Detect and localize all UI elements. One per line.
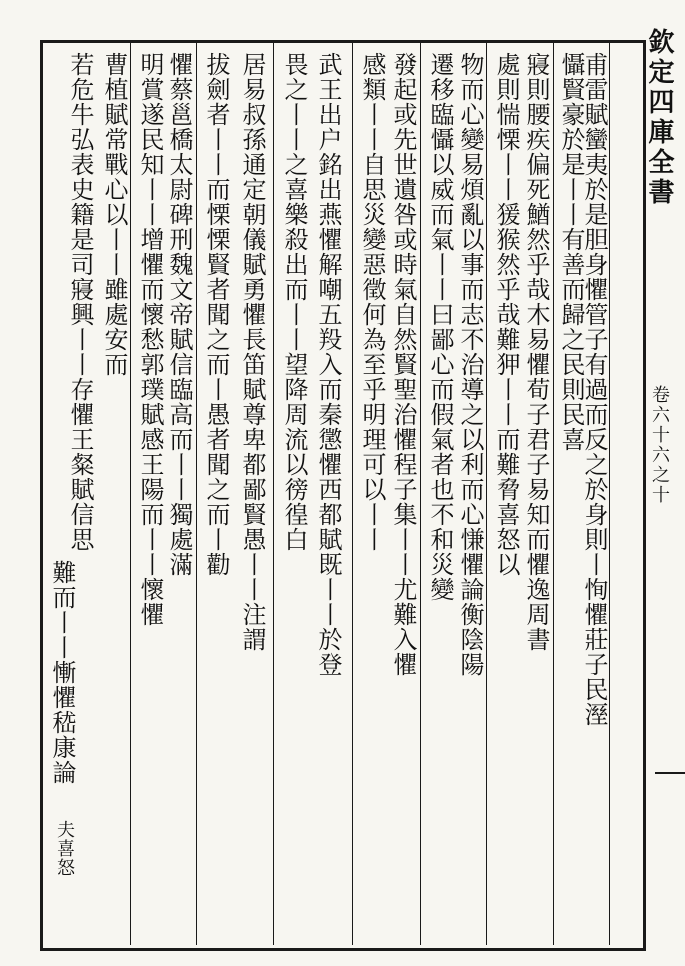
text-column: 夫喜怒	[54, 820, 75, 877]
text-column: 拔劍者丨丨而慄慄賢者聞之而丨愚者聞之而丨勸	[202, 52, 230, 577]
column-divider	[352, 40, 353, 945]
text-column: 明賞遂民知丨丨增懼而懷愁郭璞賦感王陽而丨丨懷懼	[136, 52, 164, 627]
text-column: 遷移臨懾以威而氣丨丨曰鄙心而假氣者也不和災變	[426, 52, 454, 602]
margin-tick	[655, 772, 685, 774]
column-divider	[486, 40, 487, 945]
text-column: 處則惴慄丨丨猨猴然乎哉難狎丨丨而難脅喜怒以	[492, 52, 520, 577]
juan-number: 卷六十六之十	[649, 385, 670, 505]
text-column: 懼蔡邕橋太尉碑刑魏文帝賦信臨高而丨丨獨處滿	[165, 52, 193, 577]
column-divider	[130, 40, 131, 945]
text-column: 感類丨丨自思災變惡徵何為至乎明理可以丨丨	[358, 52, 386, 552]
text-column: 發起或先世遺咎或時氣自然賢聖治懼程子集丨丨尤難入懼	[389, 52, 417, 677]
column-divider	[273, 40, 274, 945]
text-column: 若危牛弘表史籍是司寢興丨丨存懼王粲賦信思	[66, 52, 94, 552]
text-column: 曹植賦常戰心以丨丨雖處安而	[100, 52, 128, 377]
book-title: 欽定四庫全書	[644, 28, 674, 208]
text-column: 甫雷賦蠻夷於是胆身懼管子有過而反之於身則丨恂懼莊子民溼	[580, 52, 608, 727]
text-column: 物而心變易煩亂以事而志不治導之以利而心慊懼論衡陰陽	[456, 52, 484, 677]
text-column: 畏之丨丨之喜樂殺出而丨丨望降周流以徬徨白	[280, 52, 308, 552]
text-column: 懾賢豪於是丨丨有善而歸之民則民喜	[557, 52, 585, 452]
text-column: 居易叔孫通定朝儀賦勇懼長笛賦尊卑都鄙賢愚丨丨注謂	[238, 52, 266, 652]
column-divider	[420, 40, 421, 945]
text-column: 難而丨丨慚懼嵇康論	[48, 560, 76, 785]
column-divider	[196, 40, 197, 945]
column-divider	[553, 40, 554, 945]
text-column: 寢則腰疾偏死鰌然乎哉木易懼荀子君子易知而懼逸周書	[522, 52, 550, 652]
text-column: 武王出户銘出燕懼解嘲五羖入而秦懲懼西都賦既丨丨於登	[314, 52, 342, 677]
